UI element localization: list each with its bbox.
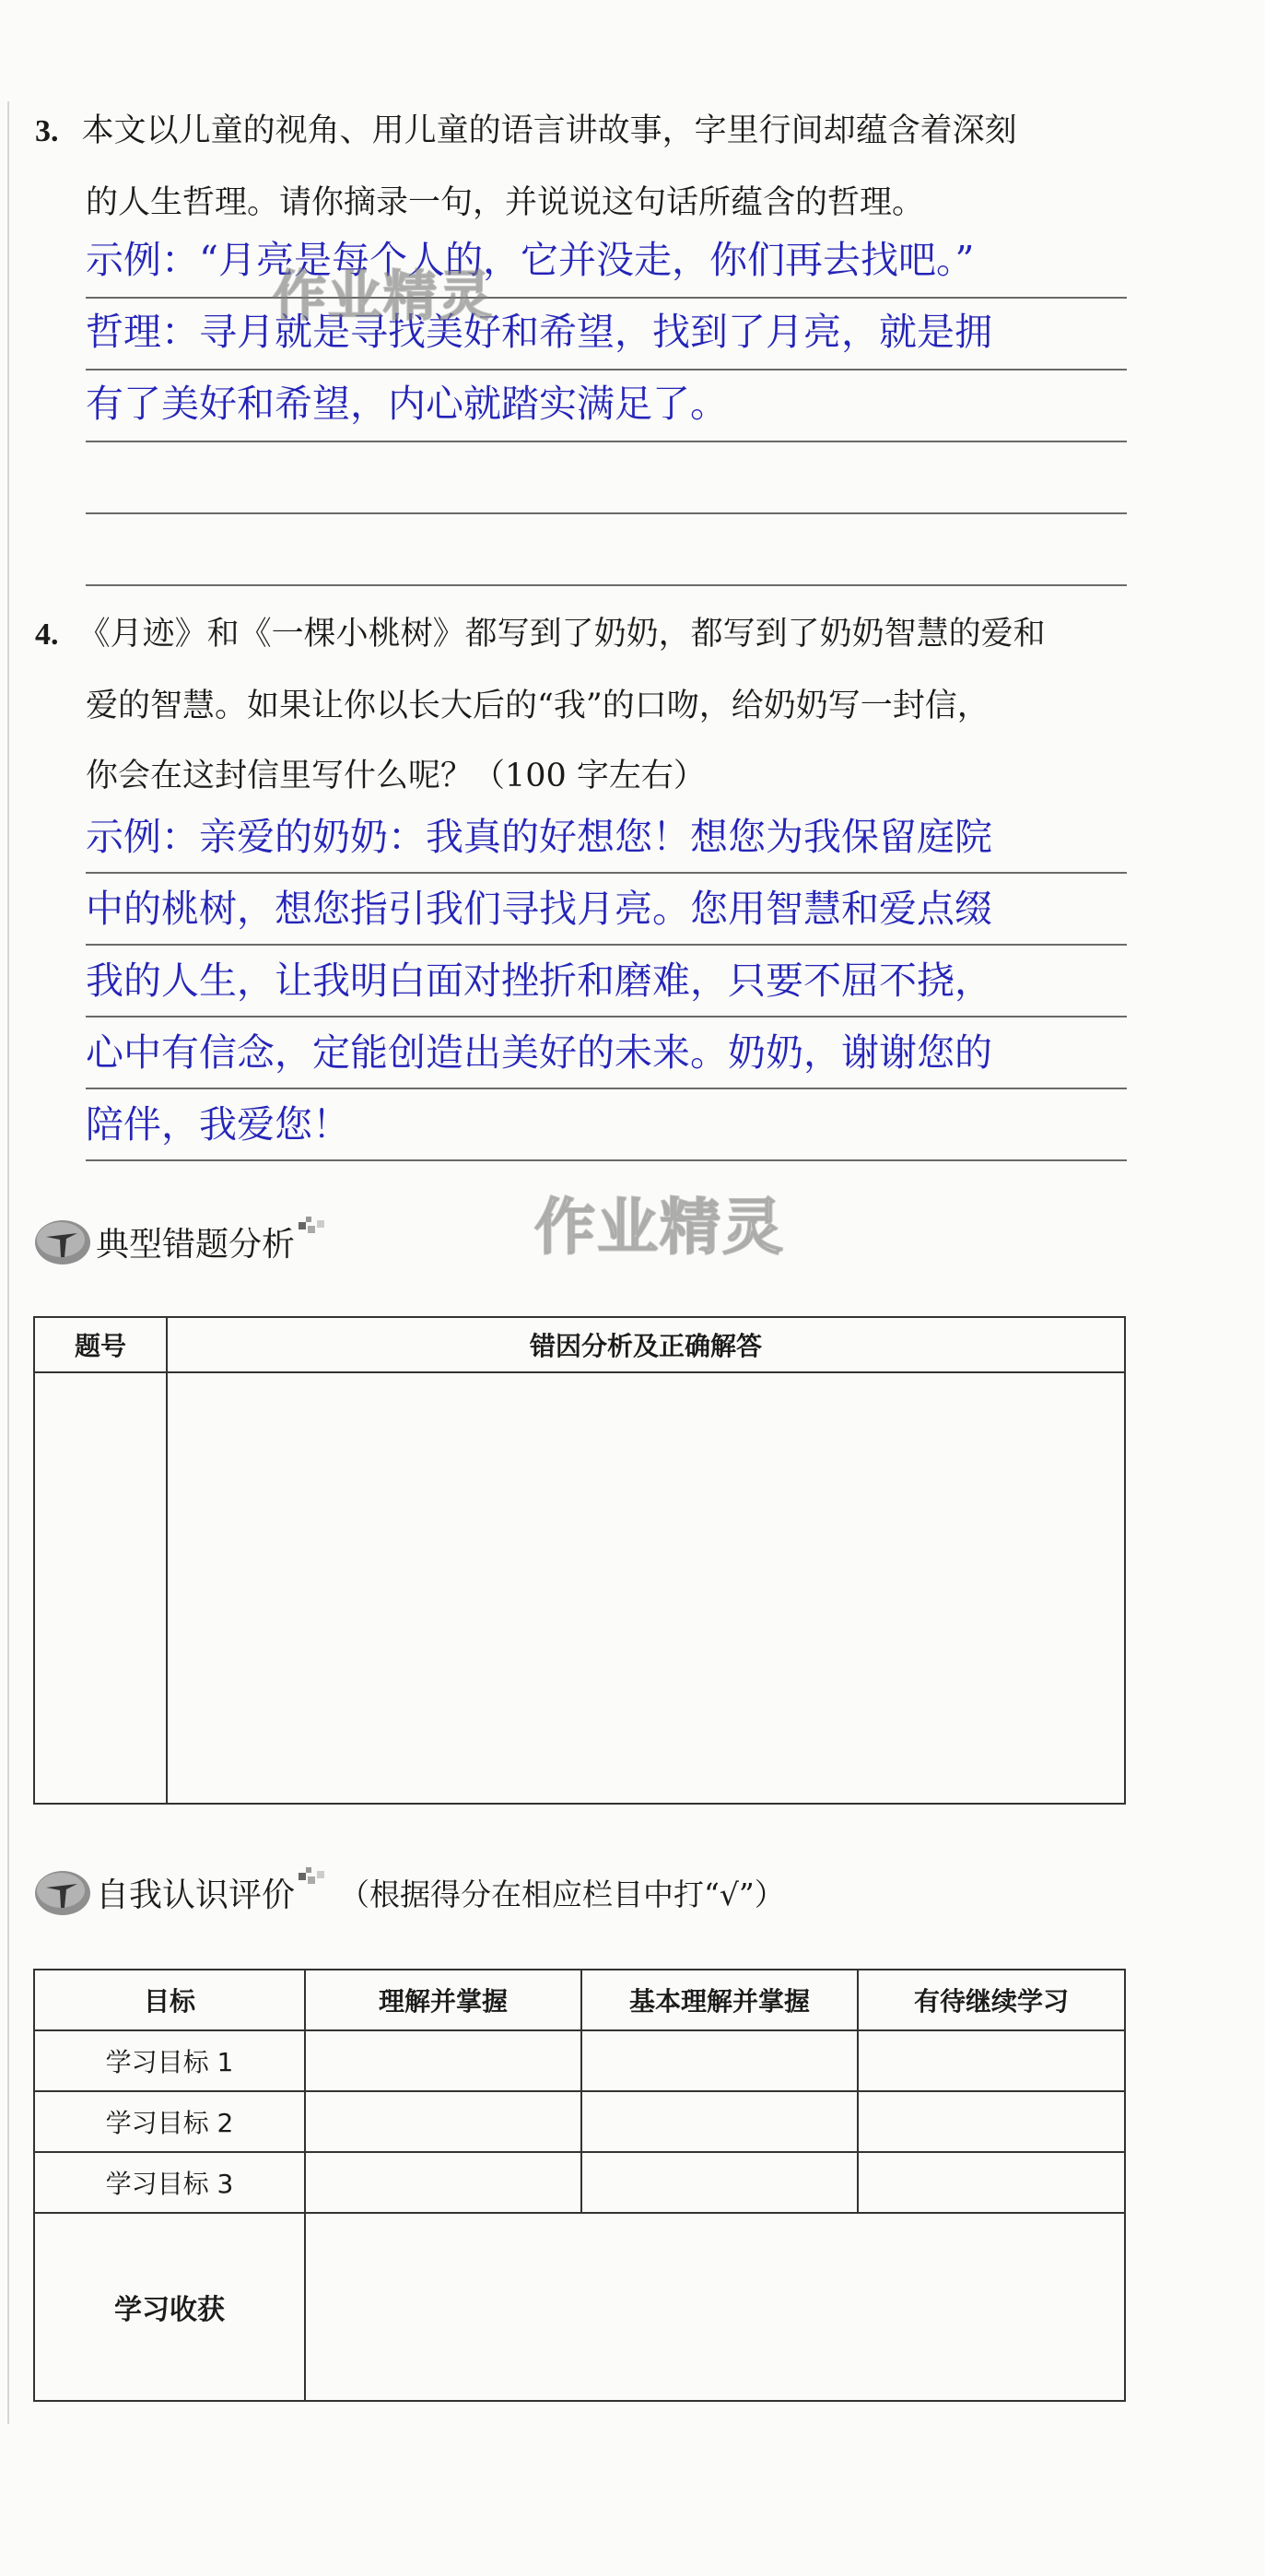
goal-row-3: 学习目标 3 xyxy=(34,2152,305,2213)
answer-rule xyxy=(86,1159,1127,1161)
q4-answer-line-4: 心中有信念，定能创造出美好的未来。奶奶，谢谢您的 xyxy=(86,1030,992,1075)
watermark: 作业精灵 xyxy=(534,1192,785,1263)
q4-answer-line-3: 我的人生，让我明白面对挫折和磨难，只要不屈不挠， xyxy=(86,959,992,1003)
answer-rule xyxy=(86,584,1127,586)
check-cell[interactable] xyxy=(581,2030,858,2091)
col-basic-mastered: 基本理解并掌握 xyxy=(581,1970,858,2030)
q4-answer-line-1: 示例：亲爱的奶奶：我真的好想您！想您为我保留庭院 xyxy=(86,815,992,859)
check-cell[interactable] xyxy=(858,2152,1125,2213)
pin-badge-icon xyxy=(33,1215,92,1268)
harvest-label: 学习收获 xyxy=(34,2213,305,2401)
q3-answer-line-1: 示例：“月亮是每个人的，它并没走，你们再去找吧。” xyxy=(86,238,975,282)
self-eval-title: 自我认识评价 xyxy=(96,1876,296,1914)
error-analysis-heading xyxy=(33,1209,326,1274)
answer-rule xyxy=(86,441,1127,442)
answer-rule xyxy=(86,1088,1127,1089)
goal-row-1: 学习目标 1 xyxy=(34,2030,305,2091)
q3-line-1 xyxy=(35,112,1017,149)
q3-text-1: 本文以儿童的视角、用儿童的语言讲故事，字里行间却蕴含着深刻 xyxy=(81,112,1017,149)
pin-badge-icon xyxy=(33,1865,92,1919)
harvest-cell[interactable] xyxy=(305,2213,1125,2401)
q4-answer-line-2: 中的桃树，想您指引我们寻找月亮。您用智慧和爱点缀 xyxy=(86,887,992,931)
answer-rule xyxy=(86,1016,1127,1017)
self-eval-table xyxy=(33,1969,1126,2402)
watermark: 作业精灵 xyxy=(273,265,495,327)
check-cell[interactable] xyxy=(581,2152,858,2213)
col-question-number: 题号 xyxy=(34,1317,167,1372)
question-number-cell[interactable] xyxy=(34,1372,167,1804)
col-mastered: 理解并掌握 xyxy=(305,1970,581,2030)
goal-row-2: 学习目标 2 xyxy=(34,2091,305,2152)
col-to-study: 有待继续学习 xyxy=(858,1970,1125,2030)
col-error-analysis: 错因分析及正确解答 xyxy=(167,1317,1125,1372)
q3-answer-line-2: 哲理：寻月就是寻找美好和希望，找到了月亮，就是拥 xyxy=(86,310,992,354)
error-analysis-table xyxy=(33,1316,1126,1805)
check-cell[interactable] xyxy=(305,2152,581,2213)
answer-rule xyxy=(86,872,1127,874)
q3-number: 3. xyxy=(35,114,59,148)
col-goal: 目标 xyxy=(34,1970,305,2030)
pixel-deco-icon xyxy=(299,1217,326,1241)
check-cell[interactable] xyxy=(858,2091,1125,2152)
answer-rule xyxy=(86,944,1127,946)
check-cell[interactable] xyxy=(581,2091,858,2152)
q3-answer-line-3: 有了美好和希望，内心就踏实满足了。 xyxy=(86,382,728,426)
error-analysis-title: 典型错题分析 xyxy=(96,1225,296,1264)
pixel-deco-icon xyxy=(299,1867,326,1891)
self-eval-heading xyxy=(33,1860,785,1924)
margin-rule xyxy=(7,101,9,2424)
answer-rule xyxy=(86,369,1127,371)
q4-line-2: 爱的智慧。如果让你以长大后的“我”的口吻，给奶奶写一封信， xyxy=(86,688,990,724)
analysis-cell[interactable] xyxy=(167,1372,1125,1804)
check-cell[interactable] xyxy=(305,2091,581,2152)
q4-answer-line-5: 陪伴，我爱您！ xyxy=(86,1102,350,1147)
answer-rule xyxy=(86,512,1127,514)
q3-line-2: 的人生哲理。请你摘录一句，并说说这句话所蕴含的哲理。 xyxy=(86,184,925,221)
q4-number: 4. xyxy=(35,618,59,652)
check-cell[interactable] xyxy=(305,2030,581,2091)
answer-rule xyxy=(86,297,1127,299)
q4-line-1 xyxy=(35,616,1046,653)
q4-text-1: 《月迹》和《一棵小桃树》都写到了奶奶，都写到了奶奶智慧的爱和 xyxy=(77,616,1046,653)
check-cell[interactable] xyxy=(858,2030,1125,2091)
q4-line-3: 你会在这封信里写什么呢？（100 字左右） xyxy=(86,758,706,794)
self-eval-note: （根据得分在相应栏目中打“√”） xyxy=(339,1876,785,1912)
